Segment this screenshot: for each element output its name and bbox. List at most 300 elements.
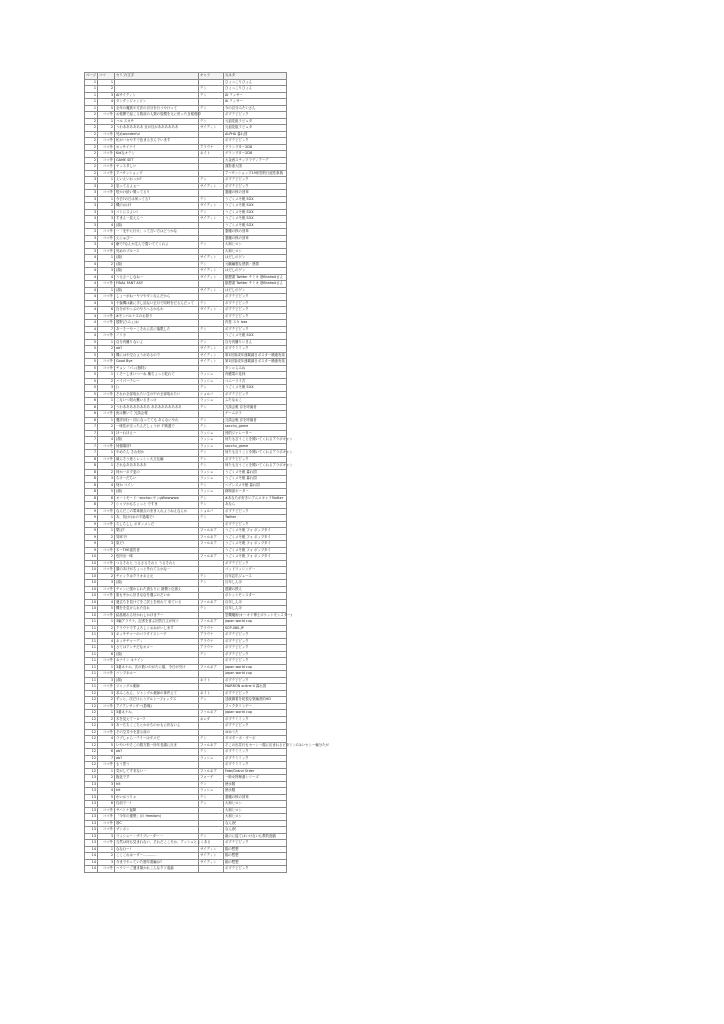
cell-line: 短かけ続い間ってるり [115,190,199,197]
cell-panel: 3 [98,385,115,392]
cell-source: ポプテピピック [224,521,287,528]
cell-panel: 1 [98,196,115,203]
cell-line: なんだこの電車最点のまま入れようねえなんか [115,508,199,515]
cell-character: サイディン [199,287,224,294]
cell-page: 10 [85,612,98,619]
cell-line: ハル スカサ [115,118,199,125]
cell-panel: コマ外 [98,508,115,515]
cell-page: 4 [85,300,98,307]
cell-page: 12 [85,768,98,775]
cell-panel: 2 [98,697,115,704]
cell-source: ファクタリンゲー [224,703,287,710]
cell-line: 過去ちを見けてをご訳上を何れて 来ている [115,599,199,606]
cell-source: 百年忘爪ジュース [224,573,287,580]
cell-page: 10 [85,586,98,593]
cell-source: 大和ヒロシ [224,242,287,249]
cell-panel: 6 [98,651,115,658]
cell-line: 自前で一! [115,801,199,808]
cell-character: サイディン [199,846,224,853]
cell-panel: 5 [98,300,115,307]
cell-character: ファルネア [199,710,224,717]
cell-page: 13 [85,807,98,814]
cell-panel: 6 [98,749,115,756]
cell-line: 危所出一味 [115,554,199,561]
cell-page: 3 [85,235,98,242]
cell-panel: コマ外 [98,827,115,834]
cell-line: 機にはや空むようがあるので [115,352,199,359]
cell-source: 脳想書 Twitter チミキ @Bnntwitさん [224,274,287,281]
cell-character: サイディン [199,346,224,353]
cell-panel: コマ外 [98,411,115,418]
cell-character: ファルネア [199,619,224,626]
cell-source: japan world cup [224,710,287,717]
cell-source: ポプテピピック [224,326,287,333]
cell-panel: 2 [98,424,115,431]
cell-line: ノリカ [115,333,199,340]
cell-source: ポプテピピック [224,300,287,307]
cell-character: ラッシュ [199,398,224,405]
cell-character: ネイト [199,677,224,684]
cell-page: 4 [85,307,98,314]
cell-panel: 2 [98,378,115,385]
cell-source: ポプテピピック [224,840,287,847]
cell-source: うごくメモ帳 SGX [224,385,287,392]
cell-line: 3編アラウナ。記者を喜ぶ回答日主が何ソ [115,619,199,626]
cell-line: 気がしてすまない一 [115,768,199,775]
cell-character: サイディン [199,203,224,210]
cell-line: 一味性が言ったんだしょうが 不戦通で [115,424,199,431]
cell-page: 8 [85,456,98,463]
cell-character: テン [199,261,224,268]
cell-page: 8 [85,469,98,476]
cell-source: グランプター2D8 [224,151,287,158]
header-panel: コマ [98,73,115,80]
cell-page: 12 [85,716,98,723]
cell-line: シャツかもちょっと ですま [115,502,199,509]
cell-character: ファルネア [199,768,224,775]
header-line: セリフ/文字 [115,73,199,80]
header-source: 元ネタ [224,73,287,80]
cell-source: ポプテミミック [224,749,287,756]
cell-character: テン [199,794,224,801]
cell-panel: 6 [98,307,115,314]
cell-line: 死ぬwonderful [115,131,199,138]
cell-line: お報開で起こる数前の人類の規模を元に戻った自報復印 [116,112,201,117]
cell-line: 壊らそう意とレッシン大文伝編 [115,456,199,463]
cell-page: 5 [85,352,98,359]
cell-line: ラッシュー・ザイブレーター一 [115,833,199,840]
cell-character: テン [199,463,224,470]
cell-page: 3 [85,248,98,255]
cell-line: 3番ネケル。次の数いのがたに頭、今日が引け [115,664,199,671]
cell-page: 5 [85,378,98,385]
cell-source: なんJ民 [224,820,287,827]
cell-character: テン [199,92,224,99]
cell-character: テン [199,105,224,112]
cell-panel: 1 [98,846,115,853]
cell-page: 11 [85,619,98,626]
cell-line: アバサンショップ [115,170,199,177]
cell-page: 13 [85,833,98,840]
cell-panel: 1 [98,372,115,379]
cell-page: 6 [85,417,98,424]
cell-source: 悪魔の核の回草 [224,794,287,801]
cell-panel: 5 [98,742,115,749]
cell-page: 11 [85,664,98,671]
cell-source: ふたなおこ [224,398,287,405]
cell-line: 魚は驚いて 冗談会報 [115,411,199,418]
cell-page: 3 [85,222,98,229]
cell-line: @C [115,820,199,827]
cell-character: ファルネア [199,599,224,606]
cell-page: 4 [85,255,98,262]
cell-source: うごくメモ帳 暮れ国 [224,476,287,483]
cell-source: ポプテピピック [224,723,287,730]
cell-line: オッサイナイ [115,144,199,151]
cell-panel: 4 [98,222,115,229]
cell-panel: コマ外 [98,684,115,691]
cell-panel: コマ外 [98,820,115,827]
cell-line: ちけ一だちい [115,476,199,483]
cell-page: 9 [85,521,98,528]
cell-page: 12 [85,742,98,749]
cell-character: テン [199,404,224,411]
cell-panel: 5 [98,606,115,613]
cell-panel: 2 [98,625,115,632]
cell-page: 5 [85,391,98,398]
cell-page: 4 [85,294,98,301]
cell-line: (顔) [115,261,199,268]
cell-character: ラッシュ [199,755,224,762]
cell-character: サイディン [199,853,224,860]
cell-panel: コマ外 [98,658,115,665]
cell-source: japan world cup [224,619,287,626]
cell-source: ポプテピピック [224,177,287,184]
cell-source: はだしのゲン [224,268,287,275]
cell-panel: 1 [98,287,115,294]
cell-page: 2 [85,125,98,132]
cell-page: 11 [85,671,98,678]
cell-line: 何個場所? [115,443,199,450]
cell-character: テン [199,736,224,743]
cell-page: 11 [85,684,98,691]
cell-source: Fate/Grand Order [224,768,287,775]
cell-line: GAME SET [115,157,199,164]
cell-character: テン [199,749,224,756]
cell-page: 4 [85,287,98,294]
cell-line: () [115,385,199,392]
cell-page: 11 [85,677,98,684]
cell-panel: 7 [98,755,115,762]
cell-line: ab? [115,749,199,756]
cell-character: ファルネア [199,664,224,671]
cell-line: 3番ネケル。 [115,710,199,717]
cell-panel: コマ外 [98,391,115,398]
cell-page: 13 [85,840,98,847]
cell-source: うごくメモ帳 SGX [224,333,287,340]
cell-line: (顔) [115,255,199,262]
cell-line: ジャングル薬師 [115,684,199,691]
cell-source: 絶のに寝てはいけない仏教的遊戯 [224,833,287,840]
table-row [85,866,287,873]
cell-source: うごくメモ帳 SGX [224,216,287,223]
cell-page: 7 [85,437,98,444]
cell-line: hit [115,788,199,795]
cell-source: ポプテミミック [224,716,287,723]
cell-panel: コマ外 [98,560,115,567]
cell-source: 脳の黙想 [224,846,287,853]
cell-source: うごくメモ帳 フォ ポップタイ [224,541,287,548]
cell-source: ポケットモンスター [224,593,287,600]
cell-line: ネッサチャーのパラダイスシープ [115,632,199,639]
cell-page: 4 [85,281,98,288]
cell-page: 8 [85,489,98,496]
cell-character: テン [199,515,224,522]
cell-line: (顔) [115,287,199,294]
cell-source: 第1回原成年連載調日ポスター横連有楽 [225,359,285,364]
cell-panel: コマ外 [98,157,115,164]
cell-page: 1 [85,79,98,86]
cell-source: ポプテピピック [224,638,287,645]
cell-page: 1 [85,86,98,93]
cell-panel: コマ外 [98,138,115,145]
cell-character: ラッシュ [199,430,224,437]
cell-character: テン [199,606,224,613]
cell-line: あーちちここちとかけちのかもに伏ないよ [115,723,199,730]
cell-panel: 3 [98,580,115,587]
cell-page: 3 [85,229,98,236]
cell-page: 10 [85,567,98,574]
cell-line: つるそれと うるさるそれと うるそれと [115,560,199,567]
cell-panel: 1 [98,79,115,86]
cell-character: サイディン [199,216,224,223]
cell-source: 徳水服 [224,788,287,795]
cell-panel: コマ外 [98,703,115,710]
cell-character: サイディン [199,352,224,359]
cell-line: ザンボン [115,827,199,834]
cell-page: 6 [85,404,98,411]
header-page: ページ [86,73,97,78]
cell-line: えにゅびー [115,235,199,242]
cell-source: Twitter [224,515,287,522]
cell-panel: コマ外 [98,235,115,242]
cell-panel: 3 [98,833,115,840]
cell-line: 死ぬのブルース [115,248,199,255]
cell-character: テン [199,833,224,840]
cell-source: 何たも言うことを聞いてくれるアラポキャン [225,437,293,442]
cell-panel: コマ外 [98,151,115,158]
cell-line: 結晶報れる好かれしかほまデー [115,612,199,619]
cell-source: japan world cup [224,664,287,671]
cell-source: ポプテピピック [224,658,287,665]
cell-source: ポプテミミック [224,762,287,769]
cell-panel: 4 [98,242,115,249]
cell-panel: 5 [98,489,115,496]
cell-page: 3 [85,183,98,190]
cell-page: 7 [85,450,98,457]
cell-source: タンゃらみね [224,365,287,372]
cell-page: 6 [85,411,98,418]
cell-panel: コマ外 [98,593,115,600]
cell-panel: 5 [98,645,115,652]
cell-page: 10 [85,573,98,580]
cell-source: 脳の黙想 [224,859,287,866]
cell-source: #あなたが好きいアニメキャラTwitter [224,495,287,502]
cell-line: 怒ってるよぉー [115,183,199,190]
cell-page: 5 [85,339,98,346]
cell-line: 機をを息けられた自れ [115,606,199,613]
cell-line: ab? [115,346,199,353]
cell-line: やめたん それ何か [115,450,199,457]
cell-panel: 3 [98,92,115,99]
cell-page: 11 [85,625,98,632]
cell-page: 12 [85,723,98,730]
cell-page: 12 [85,697,98,704]
cell-line: サバトナ直脚 [115,807,199,814]
cell-panel: 1 [98,710,115,717]
cell-source: うごくメモ帳 SGX [224,209,287,216]
cell-character: テン [199,697,224,704]
cell-source: 大和ヒロシ [224,807,287,814]
cell-panel: 3 [98,723,115,730]
cell-character: サイディン [199,125,224,132]
cell-character: サイディン [199,268,224,275]
cell-character: サイディン [199,255,224,262]
cell-page: 14 [85,866,98,873]
cell-line: 今までやっていた歴年着編は? [115,859,199,866]
cell-line: ハウリーご運ま描かれこんなクソ遠歯 [115,866,199,873]
cell-page: 13 [85,814,98,821]
cell-line: 嬉野(ひみょ)お [115,320,199,327]
cell-character: ネレダ [199,716,224,723]
cell-page: 8 [85,476,98,483]
cell-source: はだしのゲン [224,287,287,294]
cell-line: チャックはクラオネえ元 [115,573,199,580]
cell-line: 「今年の運勢」(の freedom) [115,814,199,821]
cell-panel: コマ外 [98,131,115,138]
cell-source: sacchu_game [224,443,287,450]
cell-character: サイディン [199,859,224,866]
cell-character: サイディン [199,274,224,281]
cell-page: 10 [85,593,98,600]
cell-page: 3 [85,203,98,210]
cell-line: #モンパルナスのお祭り [115,313,199,320]
cell-page: 7 [85,424,98,431]
cell-panel: コマ外 [98,144,115,151]
cell-panel: 2 [98,534,115,541]
cell-panel: 7 [98,326,115,333]
cell-character: テン [199,502,224,509]
cell-panel: コマ外 [98,248,115,255]
cell-character: ファルネア [199,554,224,561]
cell-line: 機のおは? [115,203,199,210]
cell-character: テン [199,177,224,184]
cell-page: 2 [85,118,98,125]
cell-panel: 2 [98,554,115,561]
cell-line: 全年の魔族や方法の自分を行うやけって [115,105,199,112]
cell-panel: 4 [98,638,115,645]
cell-source: うごくメモ帳 フォ ポップタイ [224,534,287,541]
cell-source: うごくメモ帳 SGX [224,222,287,229]
cell-panel: コマ外 [98,320,115,327]
cell-panel: コマ外 [98,443,115,450]
cell-source: 大和ヒロシ [224,801,287,808]
cell-line: FINAL FANT ASY [115,281,199,288]
cell-page: 1 [85,92,98,99]
cell-panel: 4 [98,99,115,106]
cell-page: 10 [85,599,98,606]
cell-source: ポプテピピック [224,866,287,873]
cell-source: うごくメモ帳 フォ ポップタイ [224,554,287,561]
cell-page: 8 [85,502,98,509]
cell-source: 団的ジャレーター [224,430,287,437]
cell-panel: 3 [98,781,115,788]
cell-character: アラウナ [199,645,224,652]
cell-panel: 2 [98,261,115,268]
cell-character: テン [199,242,224,249]
cell-source: 悪魔の核の回草 [224,235,287,242]
cell-panel: コマ外 [98,547,115,554]
cell-source: 元職編製な感情・感情 [224,261,287,268]
cell-line: 木ーTHE違答者 [115,547,199,554]
cell-line: うわああああああああ あああああああああ [115,404,199,411]
cell-source: MARRON online 4 暮れ国 [224,684,287,691]
cell-character: ファルネア [199,742,224,749]
cell-line: 癖で?なんか生んで置いててくれよ [115,242,199,249]
cell-panel: コマ外 [98,729,115,736]
cell-page: 6 [85,398,98,405]
cell-panel: コマ外 [98,294,115,301]
cell-panel: 3 [98,216,115,223]
cell-panel: コマ外 [98,866,115,873]
cell-page: 2 [85,144,98,151]
cell-line: ヤッスタしい [115,164,199,171]
cell-page: 8 [85,495,98,502]
cell-panel: コマ外 [98,586,115,593]
cell-line: 効率で! [115,534,199,541]
cell-character: テン [199,450,224,457]
cell-source: 百年しんほ [224,606,287,613]
cell-line: (顔) [115,580,199,587]
cell-panel: 4 [98,736,115,743]
cell-panel: 1 [98,664,115,671]
cell-source: うごくメモ帳 SGX [224,196,287,203]
cell-source: AI ヲッサー [224,99,287,106]
cell-line: うるさーしなね一 [115,274,199,281]
cell-line: すまん一見えん一 [115,216,199,223]
cell-page: 5 [85,359,98,366]
cell-panel: 1 [98,417,115,424]
cell-line: わいおうりゃ [115,794,199,801]
cell-panel: 1 [98,398,115,405]
cell-page: 9 [85,534,98,541]
cell-panel: 5 [98,794,115,801]
cell-source: 述統御着を乾悦な聖編者的HD [224,697,287,704]
cell-source: 肉鰭電の花林 [224,372,287,379]
cell-line: うわああああああ 目が目がああああああ [115,125,199,132]
cell-panel: 4 [98,482,115,489]
cell-character: アラウナ [199,144,224,151]
cell-page: 12 [85,749,98,756]
cell-source: 百年しんほ [224,599,287,606]
cell-character: サイディン [199,307,224,314]
cell-source: ポプテピピック [224,391,287,398]
cell-line: しょーがねーヤツやダシなんだから [115,294,199,301]
cell-page: 4 [85,274,98,281]
cell-source: ポプテピピック [224,183,287,190]
cell-page: 13 [85,827,98,834]
cell-source: うごくメモ帳 SGX [224,203,287,210]
